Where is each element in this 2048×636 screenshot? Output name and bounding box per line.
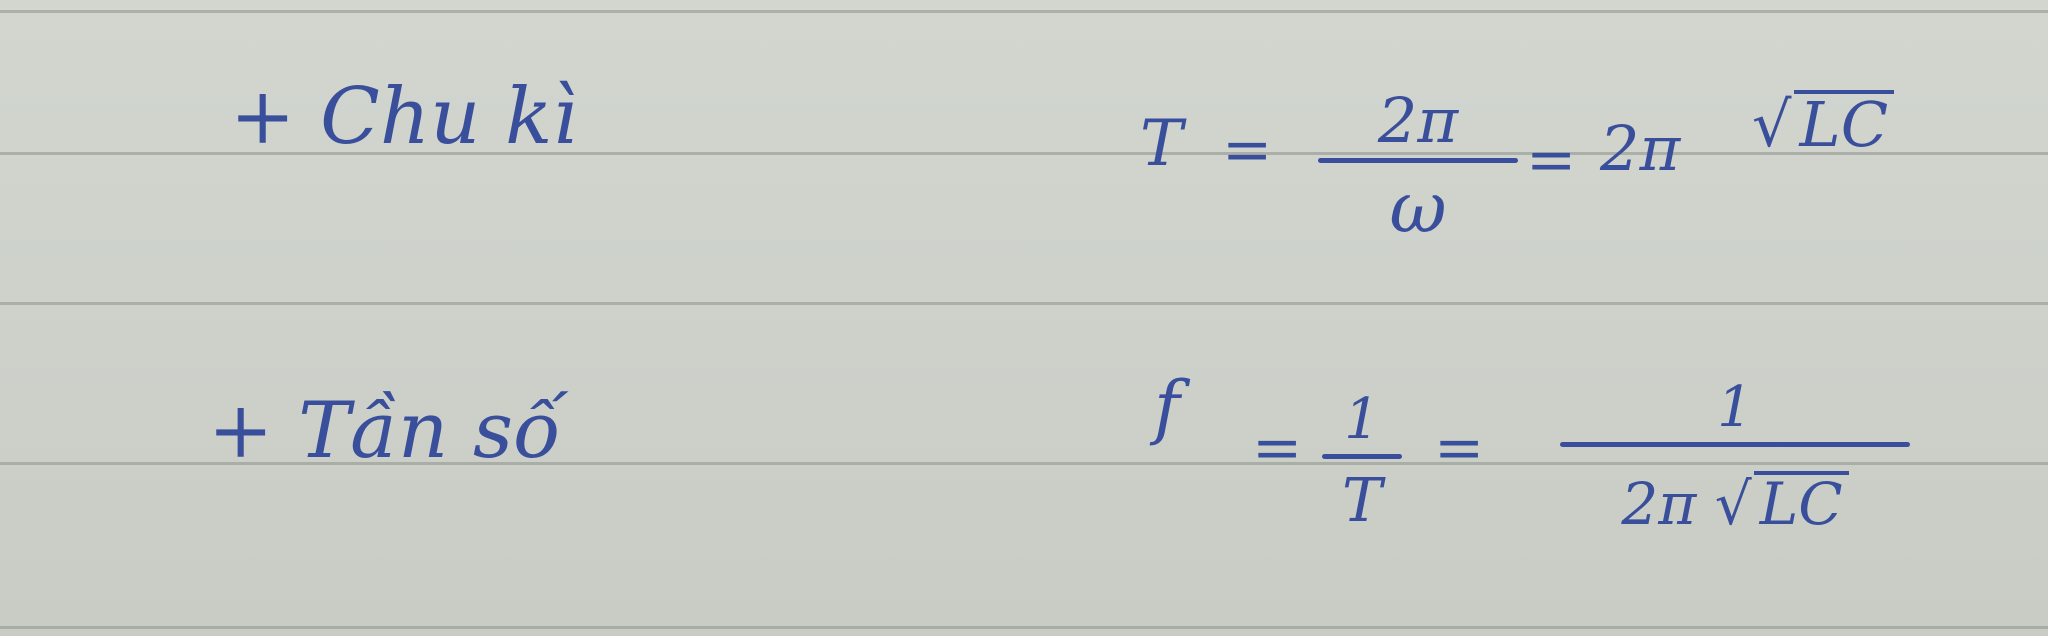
sqrt-sign: √: [1714, 470, 1752, 538]
square-root-expression: [1752, 88, 1894, 161]
sqrt-argument: LC: [1794, 90, 1895, 156]
denominator-coefficient: 2π: [1621, 470, 1697, 538]
period-label: + Chu kì: [230, 72, 578, 162]
ruled-line: [0, 626, 2048, 629]
fraction-numerator: 1: [1717, 375, 1753, 440]
fraction-bar: [1560, 442, 1910, 447]
fraction-2pi-over-omega: [1318, 84, 1518, 249]
period-symbol: T: [1140, 107, 1183, 181]
equals-sign: =: [1222, 115, 1273, 185]
frequency-symbol: f: [1154, 366, 1180, 448]
ruled-line: [0, 302, 2048, 305]
fraction-denominator: ω: [1389, 167, 1447, 249]
equals-sign: =: [1434, 413, 1485, 483]
fraction-bar: [1318, 158, 1518, 163]
sqrt-argument: LC: [1754, 471, 1849, 533]
ruled-line: [0, 10, 2048, 13]
fraction-denominator: T: [1341, 466, 1383, 536]
sqrt-sign: √: [1752, 88, 1792, 161]
frequency-label: + Tần số: [208, 386, 561, 476]
fraction-numerator: 2π: [1377, 84, 1459, 157]
fraction-1-over-2pi-sqrt-LC: [1560, 375, 1910, 538]
fraction-bar: [1322, 454, 1402, 459]
fraction-1-over-T: [1322, 387, 1402, 536]
fraction-denominator: [1560, 470, 1910, 538]
equals-sign: =: [1252, 413, 1303, 483]
fraction-numerator: 1: [1344, 387, 1380, 452]
rhs-coefficient: 2π: [1600, 112, 1681, 185]
equals-sign: =: [1526, 125, 1577, 195]
